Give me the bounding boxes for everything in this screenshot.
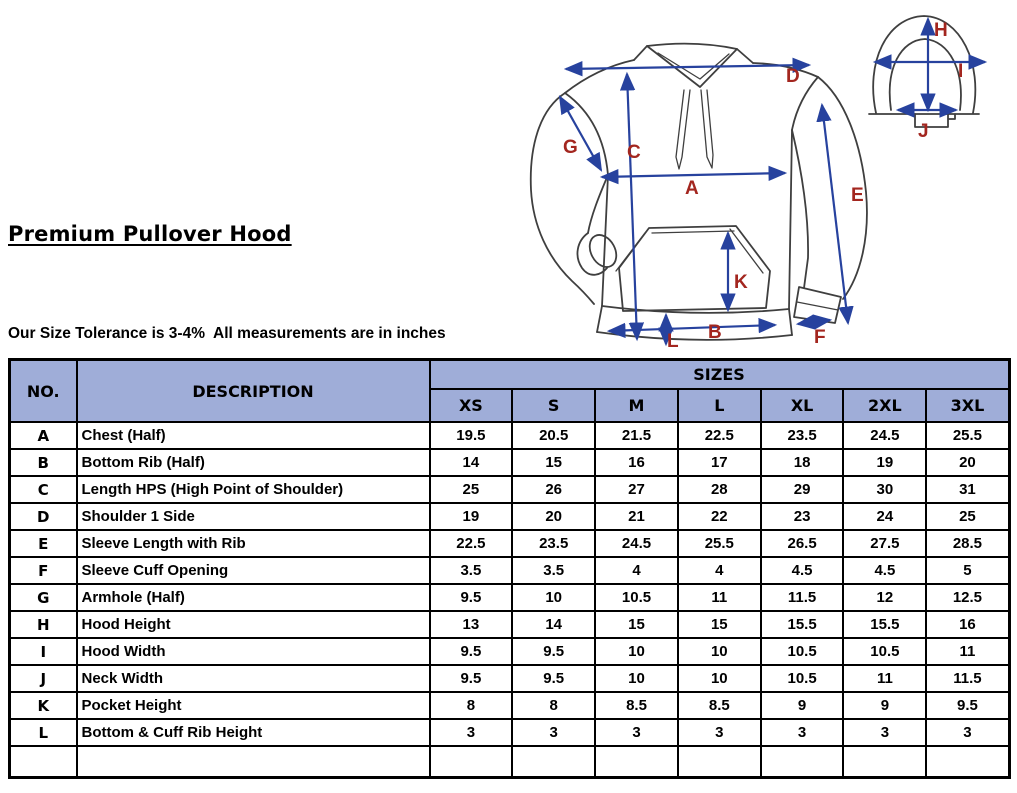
size-value-cell: 9 (843, 692, 926, 719)
table-row (10, 692, 1010, 719)
description-cell: Pocket Height (77, 692, 430, 719)
size-column-xl: XL (761, 389, 844, 422)
measurement-diagram (0, 0, 1017, 360)
size-value-cell: 24 (843, 503, 926, 530)
size-value-cell: 9.5 (430, 584, 513, 611)
label-i: I (958, 61, 964, 82)
size-value-cell: 11 (843, 665, 926, 692)
size-value-cell (595, 746, 678, 778)
size-value-cell: 21 (595, 503, 678, 530)
pocket-right-seam (730, 229, 763, 273)
size-value-cell: 10 (678, 638, 761, 665)
size-value-cell: 8 (512, 692, 595, 719)
size-value-cell: 5 (926, 557, 1009, 584)
size-value-cell: 26 (512, 476, 595, 503)
description-cell: Neck Width (77, 665, 430, 692)
size-column-l: L (678, 389, 761, 422)
hood-inner-arch (890, 39, 964, 110)
size-value-cell: 3 (512, 719, 595, 746)
size-value-cell: 25 (430, 476, 513, 503)
size-value-cell: 18 (761, 449, 844, 476)
row-letter-cell: I (10, 638, 77, 665)
size-value-cell: 12 (843, 584, 926, 611)
size-value-cell: 22.5 (430, 530, 513, 557)
label-a: A (685, 178, 699, 199)
size-value-cell: 13 (430, 611, 513, 638)
size-value-cell: 10 (678, 665, 761, 692)
description-cell: Length HPS (High Point of Shoulder) (77, 476, 430, 503)
kangaroo-pocket (619, 226, 770, 311)
sizes-header: SIZES (430, 360, 1010, 390)
size-value-cell: 25.5 (678, 530, 761, 557)
table-row (10, 503, 1010, 530)
size-value-cell: 14 (512, 611, 595, 638)
row-letter-cell: C (10, 476, 77, 503)
right-drawstring (701, 90, 713, 168)
right-cuff (794, 287, 841, 323)
no-column-header: NO. (10, 360, 77, 423)
size-value-cell (512, 746, 595, 778)
size-table-body (10, 422, 1010, 778)
size-value-cell: 15.5 (761, 611, 844, 638)
size-value-cell: 10.5 (595, 584, 678, 611)
size-value-cell (678, 746, 761, 778)
table-row (10, 557, 1010, 584)
table-row (10, 638, 1010, 665)
size-value-cell: 4.5 (761, 557, 844, 584)
table-row (10, 449, 1010, 476)
size-value-cell: 10.5 (761, 665, 844, 692)
size-value-cell: 10.5 (761, 638, 844, 665)
table-row (10, 665, 1010, 692)
size-value-cell: 8.5 (678, 692, 761, 719)
label-k: K (734, 272, 748, 293)
table-row (10, 530, 1010, 557)
size-value-cell: 11.5 (926, 665, 1009, 692)
size-chart-table (8, 358, 1011, 779)
size-value-cell: 9.5 (926, 692, 1009, 719)
size-value-cell: 8.5 (595, 692, 678, 719)
size-value-cell: 24.5 (843, 422, 926, 449)
description-cell: Sleeve Length with Rib (77, 530, 430, 557)
hem-band-left-cap (597, 306, 602, 332)
arrow-c (627, 74, 637, 339)
arrow-b (609, 325, 775, 331)
size-value-cell: 10 (595, 638, 678, 665)
size-value-cell: 30 (843, 476, 926, 503)
size-value-cell: 28.5 (926, 530, 1009, 557)
size-value-cell: 8 (430, 692, 513, 719)
description-cell: Shoulder 1 Side (77, 503, 430, 530)
description-cell: Bottom & Cuff Rib Height (77, 719, 430, 746)
size-value-cell: 9.5 (430, 638, 513, 665)
size-value-cell: 11 (926, 638, 1009, 665)
left-drawstring (676, 90, 690, 169)
arrow-a (602, 173, 785, 177)
size-column-2xl: 2XL (843, 389, 926, 422)
description-cell: Chest (Half) (77, 422, 430, 449)
size-value-cell: 10 (512, 584, 595, 611)
row-letter-cell: A (10, 422, 77, 449)
row-letter-cell: D (10, 503, 77, 530)
row-letter-cell: F (10, 557, 77, 584)
description-cell (77, 746, 430, 778)
row-letter-cell (10, 746, 77, 778)
size-value-cell (926, 746, 1009, 778)
size-value-cell: 26.5 (761, 530, 844, 557)
label-e: E (851, 185, 864, 206)
left-sleeve-outer (531, 93, 594, 304)
pocket-left-seam (616, 233, 645, 271)
size-value-cell: 25 (926, 503, 1009, 530)
size-value-cell (430, 746, 513, 778)
label-b: B (708, 322, 722, 343)
label-j: J (918, 121, 929, 142)
size-value-cell: 3 (595, 719, 678, 746)
size-value-cell: 4 (678, 557, 761, 584)
label-c: C (627, 142, 641, 163)
table-row (10, 611, 1010, 638)
hoodie-sketch (531, 44, 867, 340)
size-value-cell: 9.5 (512, 638, 595, 665)
hem-band-right-cap (789, 309, 792, 335)
size-value-cell: 9.5 (430, 665, 513, 692)
row-letter-cell: B (10, 449, 77, 476)
pocket-top-seam (652, 231, 734, 233)
size-value-cell: 10 (595, 665, 678, 692)
page-title: Premium Pullover Hood (8, 222, 292, 246)
label-l: L (667, 331, 679, 352)
description-column-header: DESCRIPTION (77, 360, 430, 423)
left-shoulder (565, 60, 634, 93)
table-row (10, 746, 1010, 778)
size-value-cell: 20 (926, 449, 1009, 476)
row-letter-cell: E (10, 530, 77, 557)
row-letter-cell: K (10, 692, 77, 719)
size-value-cell: 17 (678, 449, 761, 476)
label-f: F (814, 327, 826, 348)
size-value-cell: 27.5 (843, 530, 926, 557)
size-value-cell: 4 (595, 557, 678, 584)
left-armhole-seam (565, 93, 608, 175)
size-value-cell (843, 746, 926, 778)
label-h: H (934, 20, 948, 41)
size-column-m: M (595, 389, 678, 422)
size-value-cell: 3 (761, 719, 844, 746)
size-value-cell: 10.5 (843, 638, 926, 665)
size-value-cell: 15 (595, 611, 678, 638)
size-value-cell: 15 (678, 611, 761, 638)
description-cell: Armhole (Half) (77, 584, 430, 611)
sizes-header-row (10, 360, 1010, 390)
size-value-cell: 15 (512, 449, 595, 476)
size-value-cell: 22.5 (678, 422, 761, 449)
size-value-cell: 9 (761, 692, 844, 719)
size-value-cell: 3 (678, 719, 761, 746)
size-value-cell: 23.5 (761, 422, 844, 449)
size-value-cell: 19.5 (430, 422, 513, 449)
size-value-cell (761, 746, 844, 778)
size-column-xs: XS (430, 389, 513, 422)
size-value-cell: 20 (512, 503, 595, 530)
description-cell: Bottom Rib (Half) (77, 449, 430, 476)
size-value-cell: 3 (430, 719, 513, 746)
size-value-cell: 23 (761, 503, 844, 530)
arrow-e (822, 105, 848, 323)
body-left-edge (602, 175, 608, 306)
row-letter-cell: J (10, 665, 77, 692)
size-value-cell: 20.5 (512, 422, 595, 449)
right-cuff-rib (797, 302, 838, 310)
size-value-cell: 14 (430, 449, 513, 476)
size-value-cell: 21.5 (595, 422, 678, 449)
size-value-cell: 31 (926, 476, 1009, 503)
size-value-cell: 12.5 (926, 584, 1009, 611)
hood-outline (634, 44, 753, 63)
description-cell: Hood Height (77, 611, 430, 638)
row-letter-cell: H (10, 611, 77, 638)
size-value-cell: 9.5 (512, 665, 595, 692)
size-value-cell: 11.5 (761, 584, 844, 611)
size-value-cell: 27 (595, 476, 678, 503)
size-value-cell: 3 (843, 719, 926, 746)
arrow-d (566, 65, 809, 69)
size-value-cell: 4.5 (843, 557, 926, 584)
hem-band-bottom (597, 332, 792, 340)
size-value-cell: 3.5 (512, 557, 595, 584)
size-value-cell: 19 (430, 503, 513, 530)
size-value-cell: 24.5 (595, 530, 678, 557)
body-right-edge (789, 130, 792, 309)
size-value-cell: 3 (926, 719, 1009, 746)
size-value-cell: 22 (678, 503, 761, 530)
size-value-cell: 25.5 (926, 422, 1009, 449)
size-column-3xl: 3XL (926, 389, 1009, 422)
table-row (10, 476, 1010, 503)
tolerance-note: Our Size Tolerance is 3-4% All measurements are in inches (8, 325, 446, 342)
table-row (10, 584, 1010, 611)
description-cell: Hood Width (77, 638, 430, 665)
table-row (10, 422, 1010, 449)
table-row (10, 719, 1010, 746)
size-value-cell: 28 (678, 476, 761, 503)
size-value-cell: 15.5 (843, 611, 926, 638)
label-g: G (563, 137, 578, 158)
right-sleeve-inner (792, 130, 808, 288)
size-value-cell: 29 (761, 476, 844, 503)
measurement-arrows (560, 19, 985, 344)
size-value-cell: 3.5 (430, 557, 513, 584)
row-letter-cell: G (10, 584, 77, 611)
size-value-cell: 11 (678, 584, 761, 611)
description-cell: Sleeve Cuff Opening (77, 557, 430, 584)
size-value-cell: 19 (843, 449, 926, 476)
size-value-cell: 23.5 (512, 530, 595, 557)
size-value-cell: 16 (595, 449, 678, 476)
size-column-s: S (512, 389, 595, 422)
row-letter-cell: L (10, 719, 77, 746)
label-d: D (786, 66, 800, 87)
size-value-cell: 16 (926, 611, 1009, 638)
